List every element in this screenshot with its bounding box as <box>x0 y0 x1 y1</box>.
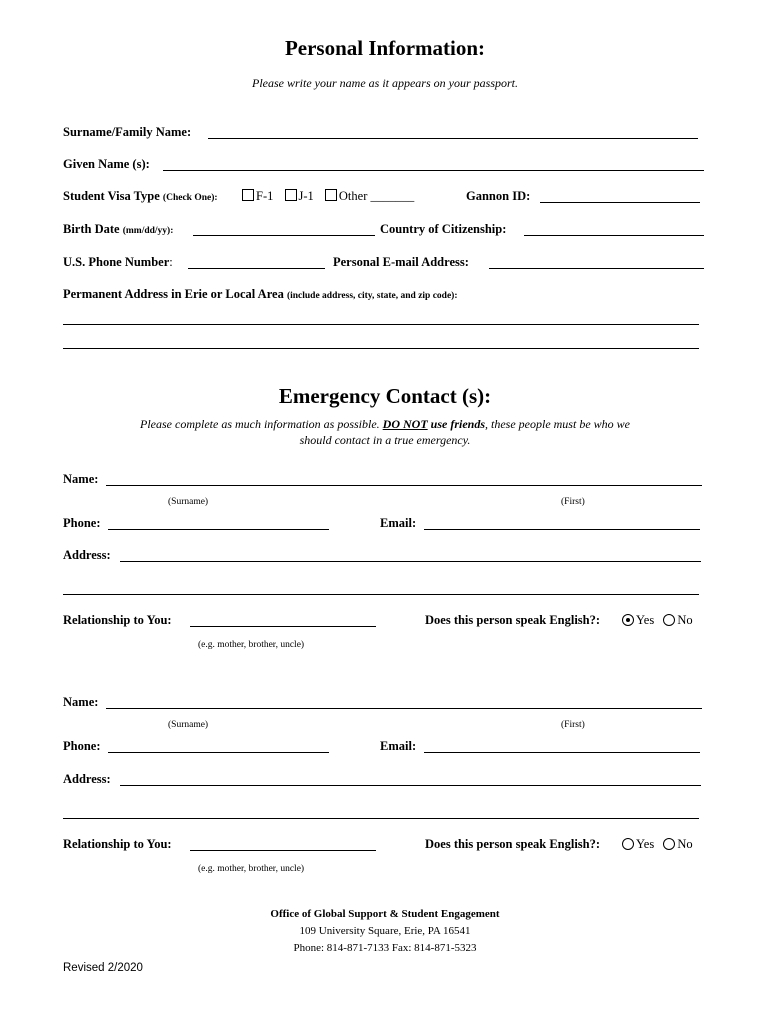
contact1-address-field[interactable] <box>120 561 701 562</box>
contact2-email-field[interactable] <box>424 752 700 753</box>
contact2-phone-label: Phone: <box>63 739 101 753</box>
contact2-address-field[interactable] <box>120 785 701 786</box>
gannon-id-label: Gannon ID: <box>466 189 531 203</box>
contact2-yes-radio[interactable]: Yes <box>622 837 654 851</box>
contact1-yes-radio[interactable]: Yes <box>622 613 654 627</box>
contact1-no-radio[interactable]: No <box>663 613 692 627</box>
contact2-surname-caption: (Surname) <box>168 720 209 730</box>
given-name-field[interactable] <box>163 170 704 171</box>
visa-f1-checkbox[interactable]: F-1 <box>242 189 273 203</box>
contact1-name-field[interactable] <box>106 485 702 486</box>
revised-date: Revised 2/2020 <box>63 962 143 974</box>
citizenship-field[interactable] <box>524 235 704 236</box>
personal-email-label: Personal E-mail Address: <box>333 255 469 269</box>
radio-icon <box>622 838 634 850</box>
checkbox-icon <box>285 189 297 201</box>
visa-type-label: Student Visa Type (Check One): <box>63 189 218 203</box>
visa-j1-checkbox[interactable]: J-1 <box>285 189 314 203</box>
contact1-relationship-field[interactable] <box>190 626 376 627</box>
contact2-name-field[interactable] <box>106 708 702 709</box>
contact1-address-label: Address: <box>63 548 111 562</box>
address-line-2[interactable] <box>63 348 699 349</box>
contact1-phone-field[interactable] <box>108 529 329 530</box>
contact1-english-options <box>622 613 693 628</box>
footer-phones: Phone: 814-871-7133 Fax: 814-871-5323 <box>293 942 477 954</box>
contact2-no-radio[interactable]: No <box>663 837 692 851</box>
contact2-relationship-label: Relationship to You: <box>63 837 172 851</box>
radio-icon <box>663 614 675 626</box>
contact1-english-label: Does this person speak English?: <box>425 613 601 627</box>
contact2-name-label: Name: <box>63 695 99 709</box>
contact1-name-label: Name: <box>63 472 99 486</box>
footer-address: 109 University Square, Erie, PA 16541 <box>299 925 471 937</box>
footer-office: Office of Global Support & Student Engagement <box>270 908 500 920</box>
contact2-address-line-2[interactable] <box>63 818 699 819</box>
emergency-title: Emergency Contact (s): <box>278 384 492 408</box>
permanent-address-label: Permanent Address in Erie or Local Area (include address, city, state, and zip code): <box>63 287 458 301</box>
contact1-relationship-example: (e.g. mother, brother, uncle) <box>198 640 305 650</box>
phone-field[interactable] <box>188 268 325 269</box>
emergency-subtitle-line2: should contact in a true emergency. <box>299 433 471 447</box>
emergency-subtitle: Please complete as much information as possible. DO NOT use friends, these people must be who we <box>140 417 630 431</box>
personal-subtitle: Please write your name as it appears on your passport. <box>252 76 518 90</box>
contact2-english-label: Does this person speak English?: <box>425 837 601 851</box>
checkbox-icon <box>242 189 254 201</box>
visa-other-checkbox[interactable]: Other _______ <box>325 189 414 203</box>
contact1-first-caption: (First) <box>561 497 585 507</box>
contact2-relationship-field[interactable] <box>190 850 376 851</box>
gannon-id-field[interactable] <box>540 202 700 203</box>
radio-icon <box>663 838 675 850</box>
contact2-first-caption: (First) <box>561 720 585 730</box>
surname-field[interactable] <box>208 138 698 139</box>
address-line-1[interactable] <box>63 324 699 325</box>
surname-label: Surname/Family Name: <box>63 125 192 139</box>
contact2-address-label: Address: <box>63 772 111 786</box>
checkbox-icon <box>325 189 337 201</box>
birth-date-label: Birth Date (mm/dd/yy): <box>63 222 174 236</box>
radio-checked-icon <box>622 614 634 626</box>
personal-email-field[interactable] <box>489 268 704 269</box>
birth-date-field[interactable] <box>193 235 375 236</box>
contact1-surname-caption: (Surname) <box>168 497 209 507</box>
contact2-relationship-example: (e.g. mother, brother, uncle) <box>198 864 305 874</box>
visa-options <box>242 189 414 204</box>
given-name-label: Given Name (s): <box>63 157 150 171</box>
contact1-email-label: Email: <box>380 516 417 530</box>
contact1-relationship-label: Relationship to You: <box>63 613 172 627</box>
personal-title: Personal Information: <box>284 36 486 60</box>
contact2-email-label: Email: <box>380 739 417 753</box>
contact1-phone-label: Phone: <box>63 516 101 530</box>
phone-label: U.S. Phone Number: <box>63 255 173 269</box>
contact1-email-field[interactable] <box>424 529 700 530</box>
contact1-address-line-2[interactable] <box>63 594 699 595</box>
citizenship-label: Country of Citizenship: <box>380 222 507 236</box>
contact2-english-options <box>622 837 693 852</box>
contact2-phone-field[interactable] <box>108 752 329 753</box>
